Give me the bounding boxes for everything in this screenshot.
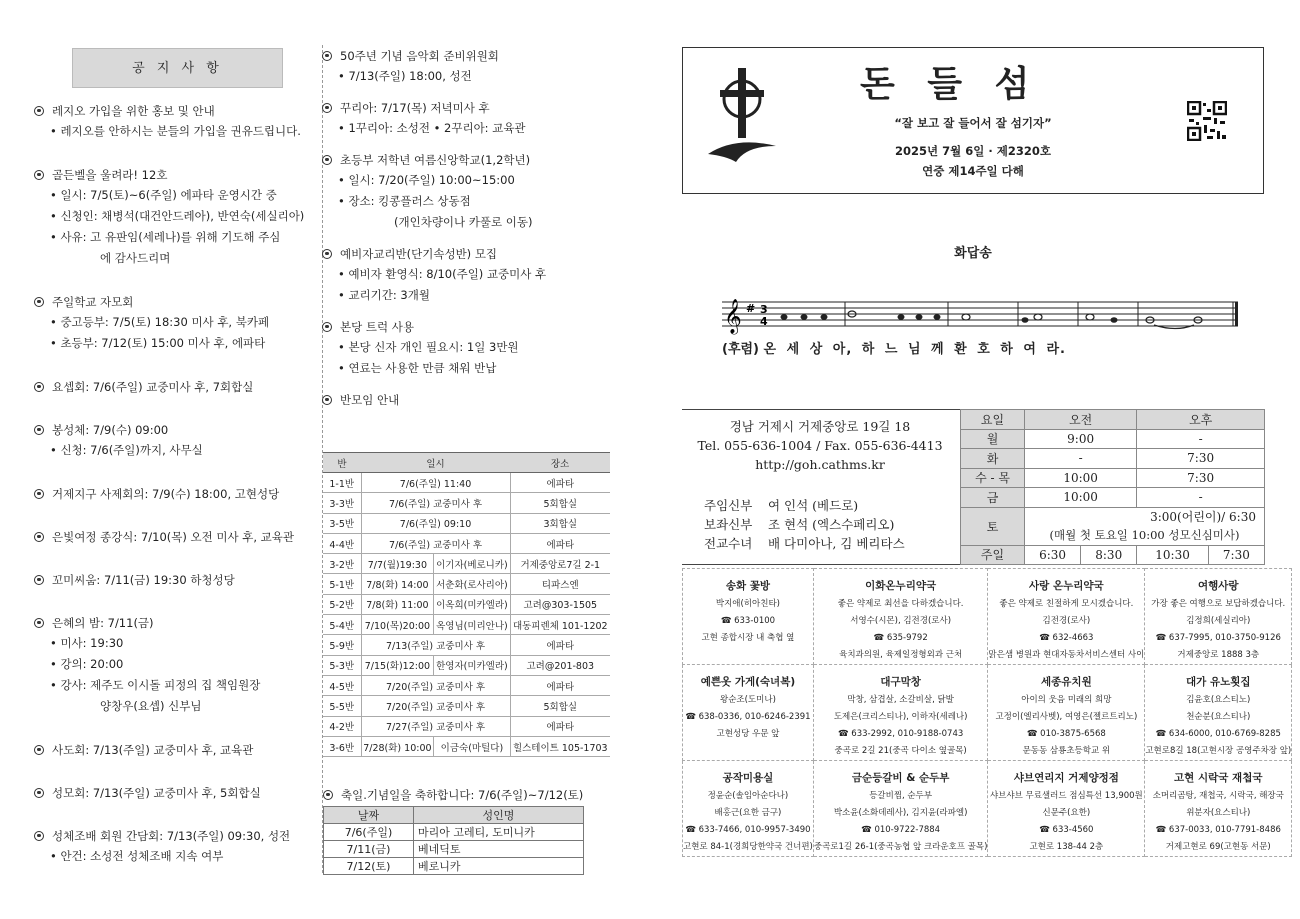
ad-line: 고현로 84-1(경희당한약국 건너편) [683,842,813,852]
ad-card [813,665,988,761]
ad-card [683,761,814,857]
ban-cell: 3-2반 [323,554,361,574]
ban-cell: 3-3반 [323,493,361,513]
feast-date: 7/6(주일) [324,824,414,841]
sched-sun-2: 8:30 [1081,545,1137,565]
bullet-icon [322,249,332,259]
sched-sun-1: 6:30 [1025,545,1081,565]
notice-heading: 거제지구 사제회의: 7/9(수) 18:00, 고현성당 [52,486,280,501]
table-row [323,533,610,553]
song-title: 화답송 [954,246,992,261]
ban-cell: 5-4반 [323,615,361,635]
ban-cell: 7/15(화)12:00 [361,655,434,675]
ad-line: 소머리곰탕, 재첩국, 시락국, 해장국 [1152,791,1284,801]
ban-cell: 힐스테이트 105-1703 [510,736,610,756]
notice-detail: 양창우(요셉) 신부님 [100,699,202,713]
notice-item [34,100,324,142]
song-refrain: (후렴) [722,342,759,357]
svg-text:3: 3 [760,303,768,316]
notice-heading: 성체조배 회원 간담회: 7/13(주일) 09:30, 성전 [52,828,291,843]
table-row [324,841,584,858]
ban-cell: 티파스엔 [510,574,610,594]
song-text: 온 세 상 아, 하 느 님 께 환 호 하 여 라. [763,342,1066,357]
ad-name: 금순등갈비 & 순두부 [851,772,950,784]
ban-cell: 에파타 [510,533,610,553]
notice-item [322,243,622,306]
ban-cell: 에파타 [510,716,610,736]
notice-heading: 골든벨을 울려라! 12호 [52,167,168,182]
ban-cell: 5-9반 [323,635,361,655]
ad-line: 고현로8길 18(고현시장 공영주차장 앞) [1145,746,1292,756]
notice-detail: • 미사: 19:30 [50,636,124,650]
ban-cell: 7/13(주일) 교중미사 후 [361,635,510,655]
notice-detail: • 예비자 환영식: 8/10(주일) 교중미사 후 [338,267,547,281]
bulletin-date: 2025년 7월 6일 · 제2320호 [895,144,1051,158]
notice-detail: • 장소: 킹콩플러스 상동점 [338,194,471,208]
bullet-icon [34,489,44,499]
notice-detail: • 안건: 소성전 성체조배 지속 여부 [50,849,224,863]
ad-line: 배홍근(요한 금구) [714,808,782,818]
notice-detail: (개인차량이나 카풀로 이동) [394,215,533,229]
ban-cell: 7/20(주일) 교중미사 후 [361,696,510,716]
bullet-icon [34,575,44,585]
ad-name: 샤브연리지 거제양정점 [1013,772,1119,784]
notice-item [34,291,324,354]
bullet-icon [34,106,44,116]
middle-notices [322,45,622,410]
notice-item [34,739,324,760]
ban-header-place: 장소 [510,453,610,473]
ad-line: 가장 좋은 여행으로 보답하겠습니다. [1151,599,1286,609]
table-row [323,554,610,574]
ad-line: 위분자(요스티나) [1186,808,1251,818]
feast-saint: 마리아 고레티, 도미니카 [414,824,584,841]
ban-cell: 5-1반 [323,574,361,594]
bullet-icon [323,790,333,800]
notice-item [322,149,622,233]
ban-cell: 7/8(화) 14:00 [361,574,434,594]
notice-detail: • 중고등부: 7/5(토) 18:30 미사 후, 북카페 [50,315,270,329]
sched-tue: 화 [961,449,1025,469]
sched-sun-3: 10:30 [1137,545,1209,565]
ban-cell: 5-5반 [323,696,361,716]
staff-row [704,515,905,534]
ad-name: 이화온누리약국 [865,580,937,592]
ban-header-ban: 반 [323,453,361,473]
ad-line: ☎ 635-9792 [873,633,928,643]
sched-sat: 토 [961,507,1025,545]
ban-cell: 5-3반 [323,655,361,675]
sched-tue-pm: 7:30 [1137,449,1265,469]
notice-item [322,316,622,379]
ban-cell: 거제중앙로7길 2-1 [510,554,610,574]
ad-line: ☎ 637-7995, 010-3750-9126 [1155,633,1281,643]
sched-sat-note: (매월 첫 토요일 10:00 성모신심미사) [1025,526,1265,545]
ad-name: 여행사랑 [1197,580,1239,592]
ad-line: 거제중앙로 1888 3층 [1177,650,1260,660]
bulletin-motto: “잘 보고 잘 들어서 잘 섬기자” [894,116,1052,130]
notice-detail: • 레지오를 안하시는 분들의 가입을 권유드립니다. [50,124,301,138]
notice-heading: 주일학교 자모회 [52,294,134,309]
ad-line: 샤브샤브 무료샐러드 점심특선 13,900원 [989,791,1143,801]
ad-line: 중곡로 2길 21(중곡 다이소 옆골목) [834,746,967,756]
notice-item [34,483,324,504]
ban-cell: 7/6(주일) 11:40 [361,473,510,493]
sched-wt-pm: 7:30 [1137,468,1265,488]
bullet-icon [34,532,44,542]
notice-detail: • 초등부: 7/12(토) 15:00 미사 후, 에파타 [50,336,266,350]
ad-card [988,665,1145,761]
sched-wt-am: 10:00 [1025,468,1137,488]
feast-header-date: 날짜 [324,807,414,824]
staff-name: 여 인석 (베드로) [768,498,859,513]
ad-line: 중곡로1길 26-1(중곡농협 앞 크라운호프 골목) [813,842,988,852]
ad-line: 막창, 삼겹살, 소갈비살, 닭발 [847,695,954,705]
ads-row [683,761,1292,857]
staff-name: 배 다미아나, 김 베리타스 [768,536,905,551]
bullet-icon [34,170,44,180]
svg-text:#: # [746,302,756,315]
ban-cell: 4-4반 [323,533,361,553]
ad-line: 문동동 삼룡초등학교 위 [1022,746,1111,756]
notice-heading: 꼬미씨움: 7/11(금) 19:30 하청성당 [52,572,235,587]
ad-line: ☎ 633-4560 [1039,825,1094,835]
ad-name: 대구막창 [880,676,921,688]
notice-heading: 본당 트럭 사용 [340,319,414,334]
notice-item [322,97,622,139]
ad-name: 송화 꽃방 [725,580,771,592]
notice-item [34,782,324,803]
bullet-icon [34,745,44,755]
notice-detail: • 연료는 사용한 만큼 채워 반납 [338,361,497,375]
bullet-icon [322,103,332,113]
ban-cell: 7/8(화) 11:00 [361,594,434,614]
ad-line: 김윤호(요스티노) [1186,695,1251,705]
ban-cell: 이금숙(마틸다) [434,736,510,756]
notice-item [34,419,324,461]
notice-heading: 봉성체: 7/9(수) 09:00 [52,422,169,437]
feast-header-saint: 성인명 [414,807,584,824]
table-row [323,513,610,533]
sched-wt: 수 - 목 [961,468,1025,488]
notice-item [34,569,324,590]
ad-line: 김전경(로사) [1042,616,1091,626]
parish-url[interactable]: http://goh.cathms.kr [755,457,885,472]
table-row [323,736,610,756]
table-row [323,473,610,493]
ad-line: 맑은샘 병원과 현대자동차서비스센터 사이 [988,650,1145,660]
notice-heading: 50주년 기념 음악회 준비위원회 [340,48,499,63]
sched-tue-am: - [1025,449,1137,469]
notice-item [34,376,324,397]
ad-name: 공작미용실 [722,772,774,784]
ban-cell: 5회합실 [510,493,610,513]
ban-cell: 서춘화(로사리아) [434,574,510,594]
qr-code-icon [1187,101,1227,141]
ban-cell: 7/6(주일) 교중미사 후 [361,493,510,513]
notice-detail: • 사유: 고 유판임(세레나)를 위해 기도해 주심 [50,230,281,244]
ban-cell: 7/6(주일) 교중미사 후 [361,533,510,553]
notice-heading: 은빛여정 종강식: 7/10(목) 오전 미사 후, 교육관 [52,529,295,544]
ban-cell: 3-5반 [323,513,361,533]
table-row [323,696,610,716]
ban-cell: 옥영님(미리안나) [434,615,510,635]
ad-line: 고정이(엘리사벳), 여영은(젤르트리노) [995,712,1138,722]
ad-name: 대가 유노횟집 [1186,676,1251,688]
ad-name: 사랑 온누리약국 [1029,580,1104,592]
feast-table [323,806,584,875]
ads-row [683,569,1292,665]
sched-mon: 월 [961,429,1025,449]
ad-card [683,665,814,761]
ban-cell: 7/28(화) 10:00 [361,736,434,756]
notice-detail: • 일시: 7/20(주일) 10:00~15:00 [338,173,515,187]
ban-cell: 에파타 [510,473,610,493]
ad-card [1145,761,1292,857]
ad-line: 고현로 138-44 2층 [1029,842,1104,852]
ads-grid [682,568,1292,857]
table-row [323,635,610,655]
parish-address: 경남 거제시 거제중앙로 19길 18 [729,419,911,434]
svg-text:𝄞: 𝄞 [724,299,742,334]
notice-detail: • 강사: 제주도 이시돌 피정의 집 책임원장 [50,678,261,692]
ad-line: ☎ 637-0033, 010-7791-8486 [1155,825,1281,835]
staff-row [704,496,905,515]
staff-role: 보좌신부 [704,517,753,532]
table-row [323,493,610,513]
ad-line: 거제고현로 69(고현동 서문) [1165,842,1271,852]
notice-detail: • 강의: 20:00 [50,657,124,671]
notice-item [34,164,324,269]
staff-role: 전교수녀 [704,536,753,551]
bullet-icon [34,618,44,628]
music-staff [718,290,1243,338]
notice-detail: • 일시: 7/5(토)~6(주일) 에파타 운영시간 중 [50,188,277,202]
ad-line: 신문주(요한) [1042,808,1091,818]
ad-line: 정윤순(솔임아순다나) [707,791,789,801]
notice-title: 공 지 사 항 [72,48,283,88]
song-lyrics [722,338,1066,357]
sched-h-am: 오전 [1025,410,1137,430]
ban-cell: 대동피렌체 101-1202 [510,615,610,635]
notice-detail: • 신청인: 채병석(대건안드레아), 반연숙(세실리아) [50,209,305,223]
notice-heading: 사도회: 7/13(주일) 교중미사 후, 교육관 [52,742,254,757]
ad-line: ☎ 633-0100 [720,616,776,626]
bullet-icon [322,51,332,61]
notice-item [34,526,324,547]
ad-card [813,569,988,665]
ban-cell: 3회합실 [510,513,610,533]
ban-cell: 한영자(미카엘라) [434,655,510,675]
sched-mon-pm: - [1137,429,1265,449]
ban-cell: 7/10(목)20:00 [361,615,434,635]
ban-cell: 5-2반 [323,594,361,614]
ban-table [323,452,610,757]
table-row [324,858,584,875]
notice-heading: 반모임 안내 [340,392,400,407]
notice-heading: 초등부 저학년 여름신앙학교(1,2학년) [340,152,531,167]
ad-line: 아이의 웃음 미래의 희망 [1021,695,1112,705]
bullet-icon [322,155,332,165]
ad-line: 서영수(시몬), 김전경(로사) [850,616,952,626]
bulletin-week: 연중 제14주일 다해 [922,164,1024,178]
parish-staff [704,496,905,553]
ad-line: 육치과의원, 육제일정형외과 근처 [839,650,963,660]
bullet-icon [34,425,44,435]
ad-card [1145,569,1292,665]
table-row [323,655,610,675]
notice-detail: • 교리기간: 3개월 [338,288,430,302]
ad-name: 세종유치원 [1041,676,1092,688]
notice-detail: • 7/13(주일) 18:00, 성전 [338,69,472,83]
ad-line: 좋은 약제로 최선을 다하겠습니다. [837,599,964,609]
notice-heading: 레지오 가입을 위한 홍보 및 안내 [52,103,215,118]
ad-line: ☎ 010-9722-7884 [861,825,941,835]
notice-heading: 꾸리아: 7/17(목) 저녁미사 후 [340,100,490,115]
ban-cell: 이기자(베로니카) [434,554,510,574]
left-notices [34,100,324,867]
ban-cell: 5회합실 [510,696,610,716]
ad-line: ☎ 634-6000, 010-6769-8285 [1155,729,1281,739]
sched-sun: 주일 [961,545,1025,565]
ad-line: ☎ 638-0336, 010-6246-2391 [685,712,811,722]
feast-heading [323,784,623,805]
table-row [323,615,610,635]
sched-sun-4: 7:30 [1208,545,1264,565]
ad-line: 도제은(크리스티나), 이하자(세레나) [833,712,968,722]
ban-cell: 7/20(주일) 교중미사 후 [361,675,510,695]
ad-line: 김정희(세실리아) [1186,616,1251,626]
ad-line: 박지애(히아친타) [715,599,780,609]
staff-name: 조 현석 (엑스수페리오) [768,517,895,532]
bullet-icon [34,831,44,841]
feast-title: 축일.기념일을 축하합니다: 7/6(주일)~7/12(토) [341,787,584,802]
ad-line: 왕순조(도미나) [719,695,776,705]
notice-item [322,45,622,87]
ad-line: ☎ 633-7466, 010-9957-3490 [685,825,811,835]
ad-card [988,761,1145,857]
ban-cell: 고려@303-1505 [510,594,610,614]
ban-cell: 7/27(주일) 교중미사 후 [361,716,510,736]
ad-line: ☎ 633-2992, 010-9188-0743 [838,729,964,739]
notice-heading: 예비자교리반(단기속성반) 모집 [340,246,498,261]
table-row [323,594,610,614]
mass-schedule [960,409,1265,565]
ad-line: ☎ 632-4663 [1039,633,1094,643]
ad-card [988,569,1145,665]
ad-line: 천순분(요스티나) [1186,712,1251,722]
notice-detail: • 신청: 7/6(주일)까지, 사무실 [50,443,203,457]
ban-header-date: 일시 [361,453,510,473]
ban-cell: 7/7(월)19:30 [361,554,434,574]
sched-fri: 금 [961,488,1025,508]
notice-heading: 요셉회: 7/6(주일) 교중미사 후, 7회합실 [52,379,254,394]
ban-cell: 에파타 [510,635,610,655]
sched-h-day: 요일 [961,410,1025,430]
table-row [324,824,584,841]
notice-detail: • 1꾸리아: 소성전 • 2꾸리아: 교육관 [338,121,526,135]
feast-date: 7/11(금) [324,841,414,858]
bullet-icon [34,297,44,307]
parish-contact [682,417,958,474]
ban-cell: 에파타 [510,675,610,695]
ad-card [1145,665,1292,761]
table-row [323,675,610,695]
bullet-icon [34,382,44,392]
ad-line: 고현 종합시장 내 축협 옆 [701,633,795,643]
ad-line: 박소윤(소화데레사), 김지윤(라파엘) [833,808,968,818]
ad-line: 등갈비찜, 순두부 [869,791,933,801]
ban-cell: 4-5반 [323,675,361,695]
notice-heading: 은혜의 밤: 7/11(금) [52,615,154,630]
ad-line: 고현성당 우문 앞 [716,729,780,739]
ad-line: ☎ 010-3875-6568 [1026,729,1106,739]
ad-name: 예쁜옷 가게(숙녀복) [700,676,796,688]
sched-h-pm: 오후 [1137,410,1265,430]
table-row [323,716,610,736]
notice-detail: • 본당 신자 개인 필요시: 1일 3만원 [338,340,519,354]
ban-cell: 4-2반 [323,716,361,736]
table-row [323,574,610,594]
notice-detail: 에 감사드리며 [100,251,171,265]
sched-mon-am: 9:00 [1025,429,1137,449]
sched-fri-pm: - [1137,488,1265,508]
bullet-icon [322,322,332,332]
ban-cell: 이옥희(미카엘라) [434,594,510,614]
sched-sat-times: 3:00(어린이)/ 6:30 [1025,507,1265,526]
ad-card [813,761,988,857]
ban-cell: 고려@201-803 [510,655,610,675]
notice-heading: 성모회: 7/13(주일) 교중미사 후, 5회합실 [52,785,261,800]
bullet-icon [322,395,332,405]
ban-cell: 1-1반 [323,473,361,493]
bullet-icon [34,788,44,798]
sched-fri-am: 10:00 [1025,488,1137,508]
ad-card [683,569,814,665]
feast-saint: 베네딕토 [414,841,584,858]
bulletin-logo: 돈 들 섬 [860,63,1040,105]
ban-cell: 3-6반 [323,736,361,756]
svg-text:4: 4 [760,315,768,328]
ad-line: 좋은 약제로 친절하게 모시겠습니다. [999,599,1134,609]
ad-name: 고현 시락국 재첩국 [1174,772,1263,784]
staff-role: 주임신부 [704,498,753,513]
ads-row [683,665,1292,761]
notice-item [34,612,324,717]
notice-item [322,389,622,410]
feast-date: 7/12(토) [324,858,414,875]
parish-tel: Tel. 055-636-1004 / Fax. 055-636-4413 [697,438,943,453]
notice-item [34,825,324,867]
staff-row [704,534,905,553]
ban-cell: 7/6(주일) 09:10 [361,513,510,533]
feast-saint: 베로니카 [414,858,584,875]
